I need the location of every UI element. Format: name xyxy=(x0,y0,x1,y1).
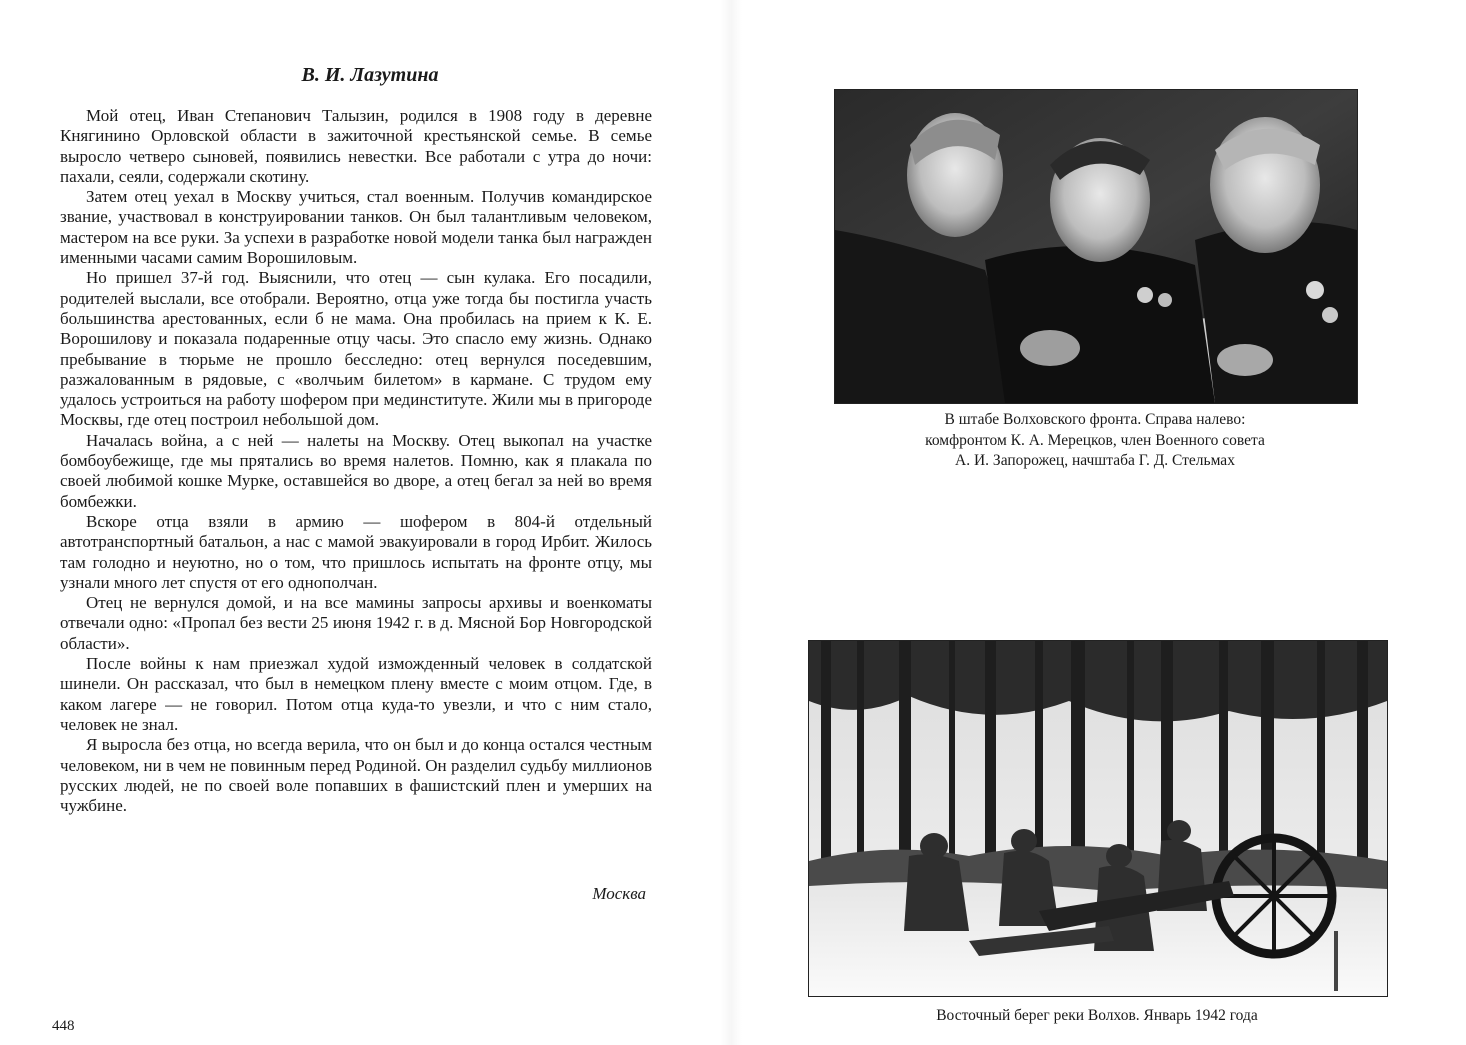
memoir-text xyxy=(60,106,652,816)
paragraph-4: Началась война, а с ней — налеты на Москву. Отец выкопал на участке бомбоубежище, где мы прятались во время налетов. Помню, как я плакала по своей любимой кошке Мурке, оставшейся во дворе, а отец бегал за ней во время бомбежки. xyxy=(60,430,652,511)
photo-volkhov-riverbank xyxy=(808,640,1388,997)
book-gutter xyxy=(720,0,742,1045)
photo-1-caption-line-2: комфронтом К. А. Мерецков, член Военного совета xyxy=(925,431,1265,449)
photo-volkhov-front-staff xyxy=(834,89,1358,404)
paragraph-7: После войны к нам приезжал худой изможденный человек в солдатской шинели. Он рассказал, что был в немецком плену вместе с моим отцом. Где, в каком лагере — не говорил. Потом отца куда-то увезли, и что с ним стало, человек не знал. xyxy=(60,654,652,734)
paragraph-8: Я выросла без отца, но всегда верила, что он был и до конца остался честным человеком, ни в чем не повинным перед Родиной. Он разделил судьбу миллионов русских людей, не по своей воле попавших в фашистский плен и умерших на чужбине. xyxy=(60,735,652,816)
photo-1-caption-line-1: В штабе Волховского фронта. Справа налево: xyxy=(944,411,1246,428)
photo-1-caption xyxy=(834,410,1356,472)
place-signature: Москва xyxy=(592,884,646,903)
paragraph-1: Мой отец, Иван Степанович Талызин, родился в 1908 году в деревне Княгинино Орловской области в зажиточной крестьянской семье. В семье выросло четверо сыновей, появились невестки. Все работали с утра до ночи: пахали, сеяли, содержали скотину. xyxy=(60,106,652,186)
photo-2-caption: Восточный берег реки Волхов. Январь 1942 года xyxy=(936,1007,1258,1024)
paragraph-2: Затем отец уехал в Москву учиться, стал военным. Получив командирское звание, участвовал в конструировании танков. Он был талантливым человеком, мастером на все руки. За успехи в разработке новой модели танка был награжден именными часами самим Ворошиловым. xyxy=(60,187,652,268)
paragraph-3: Но пришел 37-й год. Выяснили, что отец — сын кулака. Его посадили, родителей выслали, все отобрали. Вероятно, отца уже тогда бы постигла участь большинства арестованных, если б не мама. Она пробилась на прием к К. Е. Ворошилову и показала подаренные отцу часы. Это спасло ему жизнь. Однако пребывание в тюрьме не прошло бесследно: отец вернулся поседевшим, разжалованным в рядовые, с «волчьим билетом» в кармане. С трудом ему удалось устроиться на работу шофером при мединституте. Жили мы в пригороде Москвы, где отец построил небольшой дом. xyxy=(60,268,652,430)
author-name: В. И. Лазутина xyxy=(301,64,439,86)
paragraph-6: Отец не вернулся домой, и на все мамины запросы архивы и военкоматы отвечали одно: «Пропал без вести 25 июня 1942 г. в д. Мясной Бор Новгородской области». xyxy=(60,593,652,653)
photo-1-caption-line-3: А. И. Запорожец, начштаба Г. Д. Стельмах xyxy=(955,452,1235,469)
page-number: 448 xyxy=(52,1018,75,1034)
paragraph-5: Вскоре отца взяли в армию — шофером в 804-й отдельный автотранспортный батальон, а нас с мамой эвакуировали в город Ирбит. Жилось там голодно и неуютно, но о том, что пришлось испытать на фронте отцу, мы узнали много лет спустя от его однополчан. xyxy=(60,511,652,592)
